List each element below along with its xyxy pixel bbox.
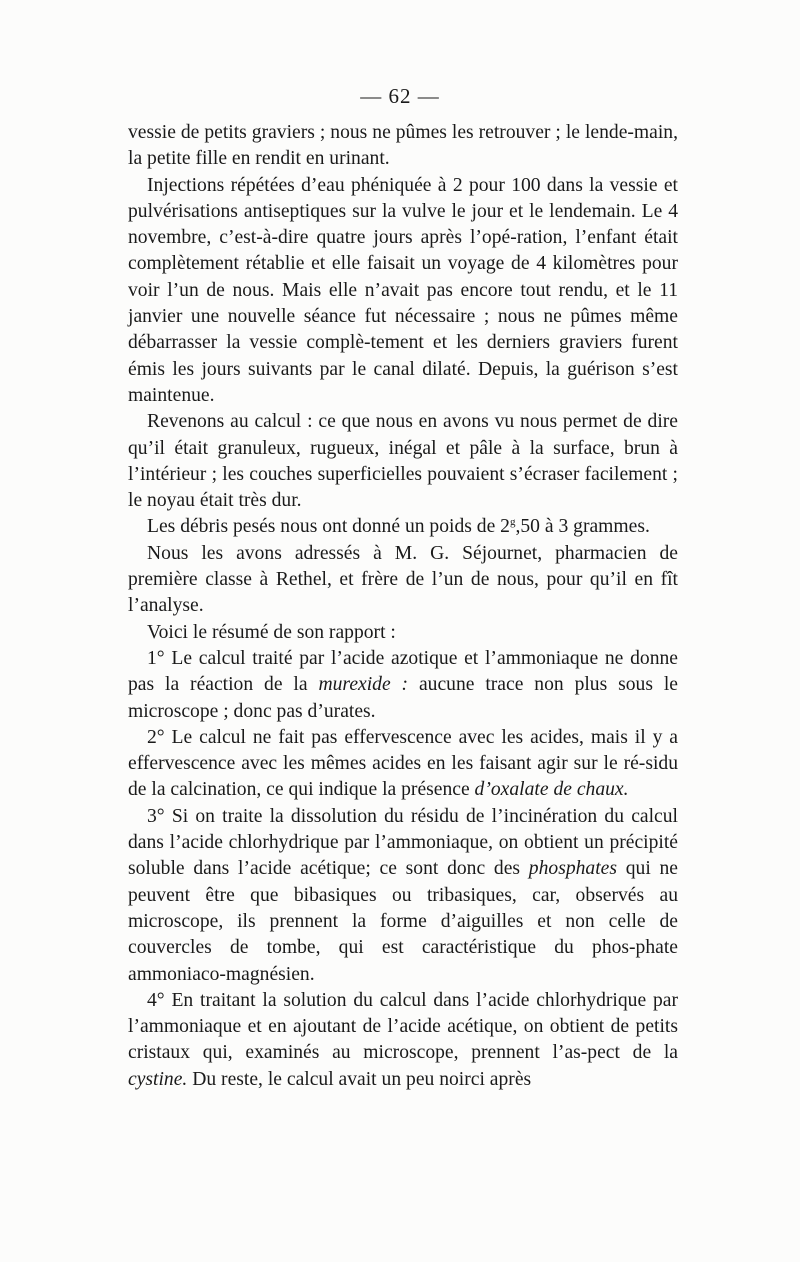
text-segment: aucune trace non plus sous le microscope ; donc pas d’urates.: [128, 674, 678, 722]
text-segment: Les débris pesés nous ont donné un poids de 2: [147, 516, 510, 538]
paragraph: [128, 541, 678, 620]
text-segment: Revenons au calcul : ce que nous en avons vu nous permet de dire qu’il était granuleux, rugueux, inégal et pâle à la surface, brun à l’intérieur ; les couches superficielles pouvaient s’écraser facilement ; le noyau était très dur.: [128, 411, 678, 512]
text-segment: Injections répétées d’eau phéniquée à 2 pour 100 dans la vessie et pulvérisations antiseptiques sur la vulve le jour et le lendemain. Le 4 novembre, c’est-à-dire quatre jours après l’opé-ration, l’enfant était complètement rétablie et elle faisait un voyage de 4 kilomètres pour voir l’un de nous. Mais elle n’avait pas encore tout rendu, et le 11 janvier une nouvelle séance fut nécessaire ; nous ne pûmes même débarrasser la vessie complè-tement et les derniers graviers furent émis les jours suivants par le canal dilaté. Depuis, la guérison s’est maintenue.: [128, 174, 678, 406]
paragraph: [128, 409, 678, 514]
text-segment: 3° Si on traite la dissolution du résidu de l’incinération du calcul dans l’acide chlorhydrique par l’ammoniaque, on obtient un précipité soluble dans l’acide acétique; ce sont donc des: [128, 805, 678, 880]
paragraph: [128, 514, 678, 540]
text-segment: 2° Le calcul ne fait pas effervescence avec les acides, mais il y a effervescence avec les mêmes acides en les faisant agir sur le ré-sidu de la calcination, ce qui indique la présence: [128, 726, 678, 801]
text-segment: 1° Le calcul traité par l’acide azotique et l’ammoniaque ne donne pas la réaction de la: [128, 647, 678, 696]
italic-text: cystine.: [128, 1068, 188, 1090]
text-segment: Du reste, le calcul avait un peu noirci après: [187, 1068, 532, 1090]
italic-text: d’oxalate de chaux.: [474, 779, 629, 801]
text-segment: Voici le résumé de son rapport :: [147, 621, 396, 643]
paragraph: [128, 120, 678, 173]
text-segment: 4° En traitant la solution du calcul dans l’acide chlorhydrique par l’ammoniaque et en ajoutant de l’acide acétique, on obtient de petits cristaux qui, examinés au microscope, prennent l’as-pect de la: [128, 989, 678, 1064]
paragraph: [128, 173, 678, 410]
superscript-text: g: [509, 516, 516, 529]
paragraph: [128, 804, 678, 988]
italic-text: phosphates: [528, 858, 617, 880]
body-text: [128, 120, 678, 1093]
text-segment: vessie de petits graviers ; nous ne pûmes les retrouver ; le lende-main, la petite fille en rendit en urinant.: [128, 122, 678, 170]
paragraph: [128, 725, 678, 804]
italic-text: murexide :: [318, 674, 409, 696]
page-number: — 62 —: [360, 84, 440, 108]
paragraph: [128, 646, 678, 725]
paragraph: [128, 620, 678, 646]
text-segment: ,50 à 3 grammes.: [515, 516, 650, 538]
paragraph: [128, 988, 678, 1093]
text-segment: Nous les avons adressés à M. G. Séjournet, pharmacien de première classe à Rethel, et frère de l’un de nous, pour qu’il en fît l’analyse.: [128, 542, 678, 617]
text-segment: qui ne peuvent être que bibasiques ou tribasiques, car, observés au microscope, ils prennent la forme d’aiguilles et non celle de couvercles de tombe, qui est caractéristique du phos-phate ammoniaco-magnésien.: [128, 858, 678, 985]
